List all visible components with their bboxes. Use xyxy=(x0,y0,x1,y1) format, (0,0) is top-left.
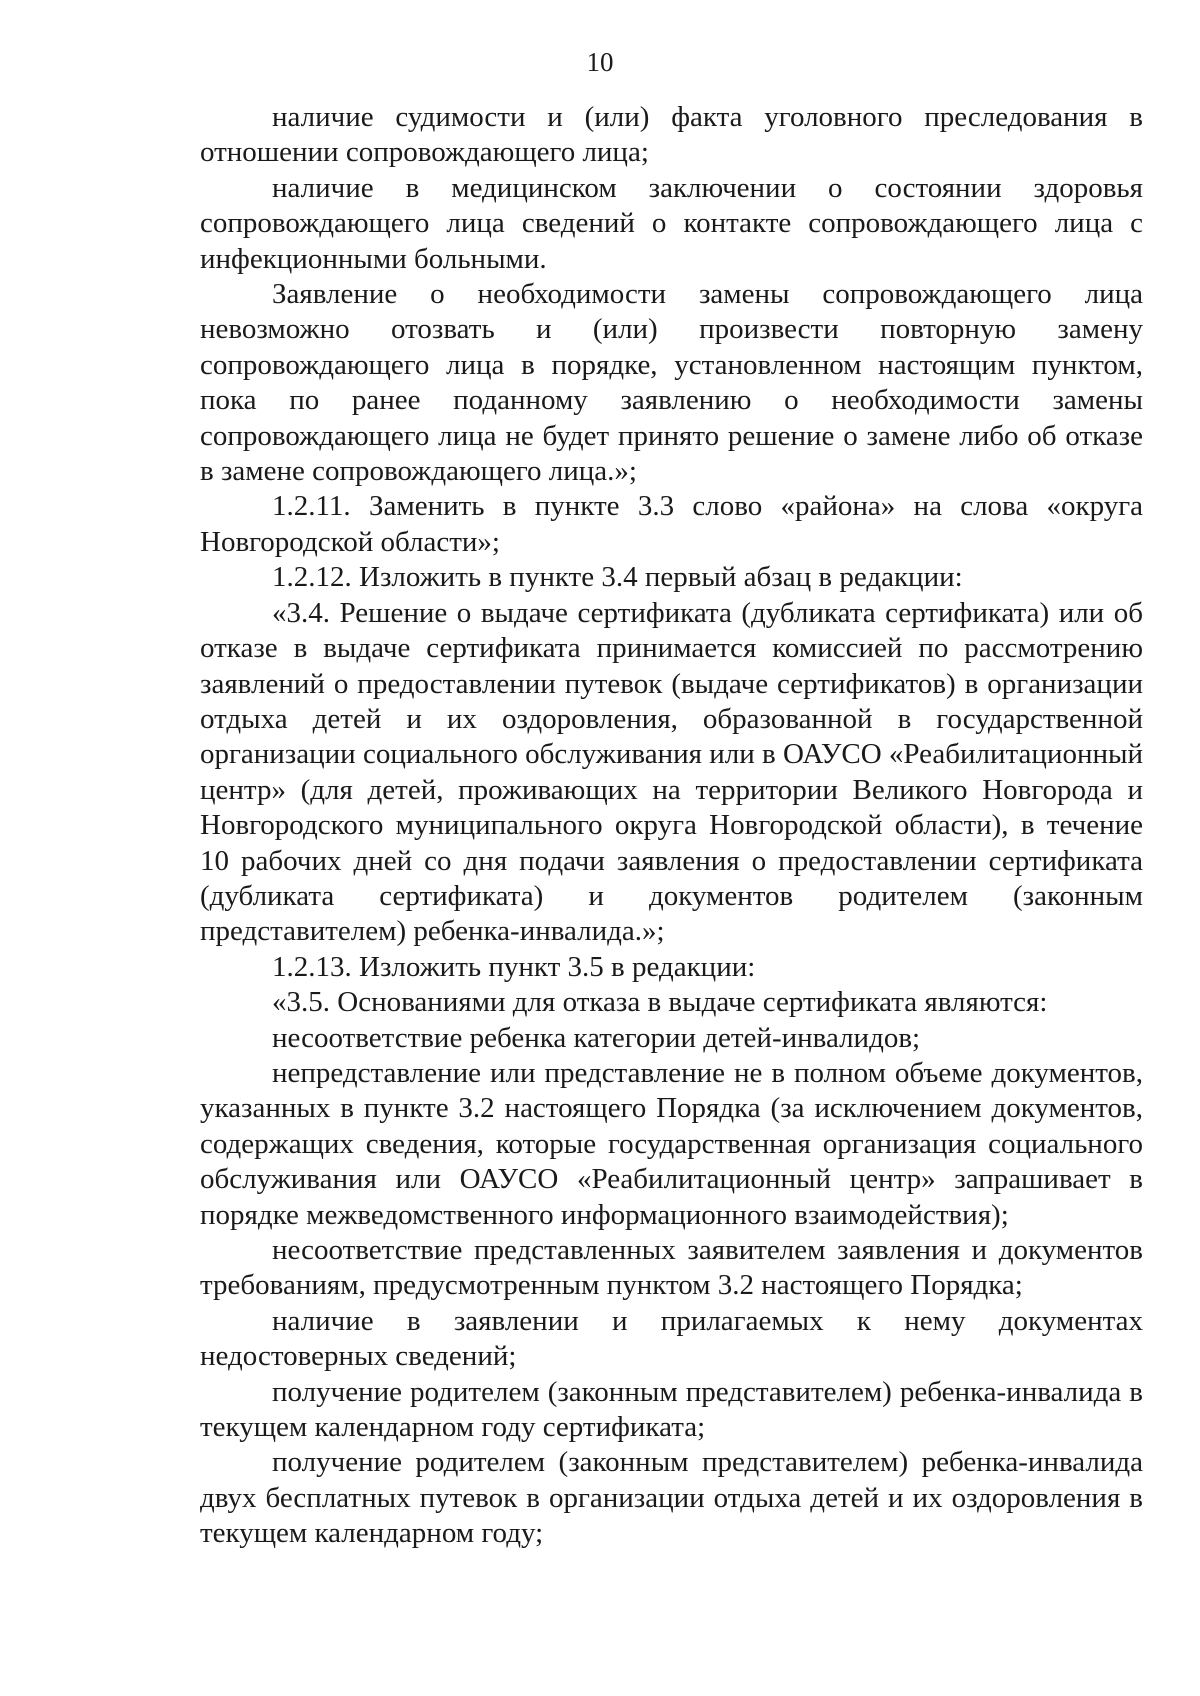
paragraph-6: «3.4. Решение о выдаче сертификата (дубликата сертификата) или об отказе в выдаче сертификата принимается комиссией по рассмотрению заявлений о предоставлении путевок (выдаче сертификатов) в организации отдыха детей и их оздоровления, образованной в государственной организации социального обслуживания или в ОАУСО «Реабилитационный центр» (для детей, проживающих на территории Великого Новгорода и Новгородского муниципального округа Новгородской области), в течение 10 рабочих дней со дня подачи заявления о предоставлении сертификата (дубликата сертификата) и документов родителем (законным представителем) ребенка-инвалида.»; xyxy=(200,596,1143,948)
paragraph-13: получение родителем (законным представителем) ребенка-инвалида в текущем календарном году сертификата; xyxy=(200,1375,1143,1444)
paragraph-12: наличие в заявлении и прилагаемых к нему документах недостоверных сведений; xyxy=(200,1304,1143,1373)
page-number: 10 xyxy=(586,47,614,77)
paragraph-5: 1.2.12. Изложить в пункте 3.4 первый абзац в редакции: xyxy=(272,561,963,594)
document-body xyxy=(200,100,1143,1552)
paragraph-7: 1.2.13. Изложить пункт 3.5 в редакции: xyxy=(272,950,756,983)
paragraph-8: «3.5. Основаниями для отказа в выдаче сертификата являются: xyxy=(272,986,1048,1019)
paragraph-9: несоответствие ребенка категории детей-инвалидов; xyxy=(272,1021,921,1054)
paragraph-4: 1.2.11. Заменить в пункте 3.3 слово «района» на слова «округа Новгородской области»; xyxy=(200,490,1143,558)
paragraph-11: несоответствие представленных заявителем заявления и документов требованиям, предусмотренным пунктом 3.2 настоящего Порядка; xyxy=(200,1234,1143,1302)
paragraph-14: получение родителем (законным представителем) ребенка-инвалида двух бесплатных путевок в организации отдыха детей и их оздоровления в текущем календарном году; xyxy=(200,1446,1143,1550)
paragraph-3: Заявление о необходимости замены сопровождающего лица невозможно отозвать и (или) произвести повторную замену сопровождающего лица в порядке, установленном настоящим пунктом, пока по ранее поданному заявлению о необходимости замены сопровождающего лица не будет принято решение о замене либо об отказе в замене сопровождающего лица.»; xyxy=(200,278,1143,488)
paragraph-2: наличие в медицинском заключении о состоянии здоровья сопровождающего лица сведений о контакте сопровождающего лица с инфекционными больными. xyxy=(200,171,1143,275)
paragraph-10: непредставление или представление не в полном объеме документов, указанных в пункте 3.2 настоящего Порядка (за исключением документов, содержащих сведения, которые государственная организация социального обслуживания или ОАУСО «Реабилитационный центр» запрашивает в порядке межведомственного информационного взаимодействия); xyxy=(200,1056,1143,1231)
paragraph-1: наличие судимости и (или) факта уголовного преследования в отношении сопровождающего лица; xyxy=(200,101,1143,169)
